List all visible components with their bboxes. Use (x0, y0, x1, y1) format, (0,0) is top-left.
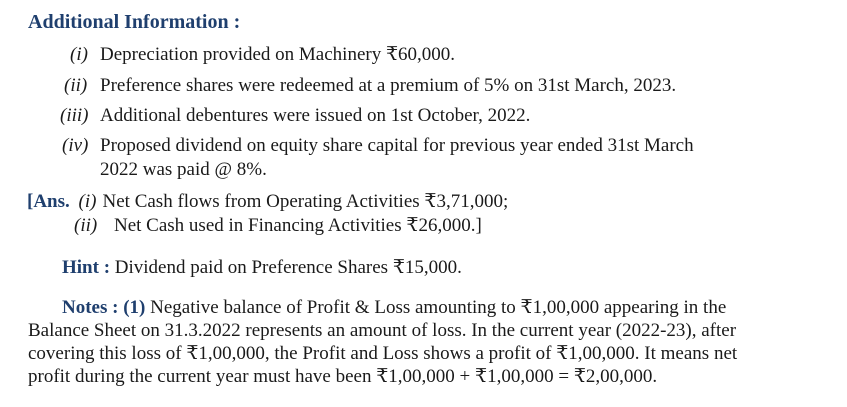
answer-line (27, 191, 508, 213)
list-item (60, 105, 530, 127)
list-item (70, 44, 455, 66)
item-number: (ii) (64, 75, 88, 96)
list-item (62, 135, 694, 157)
notes-text: profit during the current year must have been ₹1,00,000 + ₹1,00,000 = ₹2,00,000. (28, 366, 658, 387)
answer-number: (i) (78, 191, 97, 212)
hint-text: Dividend paid on Preference Shares ₹15,000. (114, 257, 462, 278)
notes-label: Notes : (62, 297, 119, 318)
item-number: (iv) (62, 135, 89, 156)
hint-line (62, 257, 462, 279)
answer-text: Net Cash used in Financing Activities ₹26,000.] (114, 215, 482, 236)
item-number: (i) (70, 44, 88, 65)
item-text-continued: 2022 was paid @ 8%. (100, 159, 267, 180)
answer-text: Net Cash flows from Operating Activities ₹3,71,000; (102, 191, 509, 212)
item-text: Additional debentures were issued on 1st October, 2022. (100, 105, 531, 126)
item-number: (iii) (60, 105, 89, 126)
answer-label: [Ans. (27, 191, 70, 212)
notes-text: covering this loss of ₹1,00,000, the Profit and Loss shows a profit of ₹1,00,000. It means net (28, 343, 738, 364)
notes-number: (1) (123, 297, 146, 318)
item-text: Preference shares were redeemed at a premium of 5% on 31st March, 2023. (100, 75, 677, 96)
section-heading: Additional Information : (28, 11, 241, 33)
list-item (64, 75, 676, 97)
answer-line (74, 215, 482, 237)
hint-label: Hint : (62, 257, 111, 278)
answer-number: (ii) (74, 215, 98, 236)
notes-text: Balance Sheet on 31.3.2022 represents an amount of loss. In the current year (2022-23), after (28, 320, 737, 341)
notes-text: Negative balance of Profit & Loss amounting to ₹1,00,000 appearing in the (150, 297, 727, 318)
notes-line (62, 297, 726, 319)
item-text: Proposed dividend on equity share capital for previous year ended 31st March (100, 135, 694, 156)
item-text: Depreciation provided on Machinery ₹60,000. (100, 44, 456, 65)
